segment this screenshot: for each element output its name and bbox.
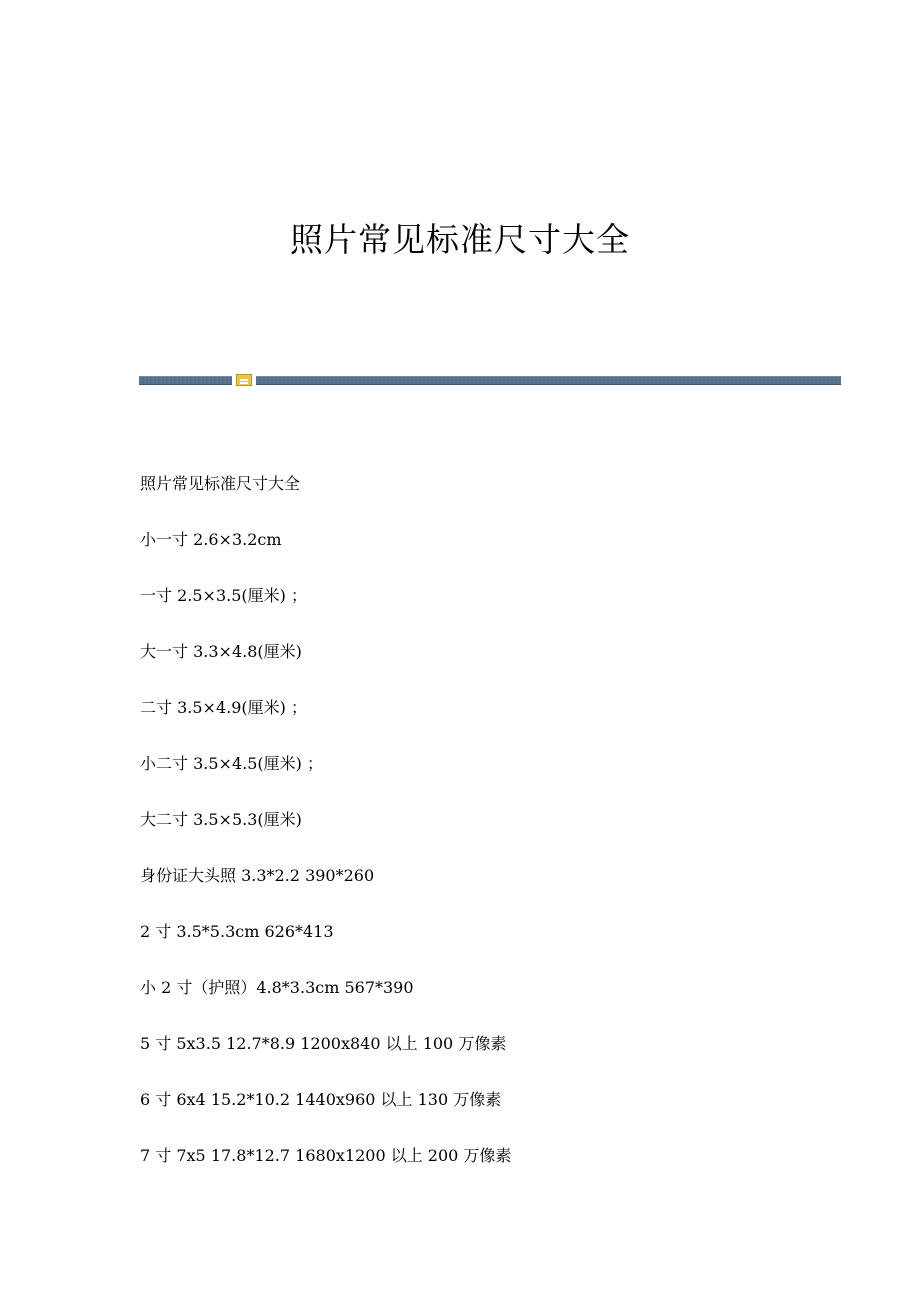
body-line: 小二寸 3.5×4.5(厘米) ； (140, 754, 323, 773)
divider-bar-left (139, 376, 232, 385)
body-line: 小 2 寸（护照）4.8*3.3cm 567*390 (140, 978, 414, 997)
document-body (140, 468, 840, 1196)
body-line: 5 寸 5x3.5 12.7*8.9 1200x840 以上 100 万像素 (140, 1034, 507, 1053)
body-line: 7 寸 7x5 17.8*12.7 1680x1200 以上 200 万像素 (140, 1146, 512, 1165)
body-line: 6 寸 6x4 15.2*10.2 1440x960 以上 130 万像素 (140, 1090, 502, 1109)
body-line: 照片常见标准尺寸大全 (140, 474, 301, 493)
body-line: 二寸 3.5×4.9(厘米) ； (140, 698, 307, 717)
divider-bar-right (256, 376, 841, 385)
body-line: 一寸 2.5×3.5(厘米) ； (140, 586, 307, 605)
body-line: 2 寸 3.5*5.3cm 626*413 (140, 922, 334, 941)
document-emblem-icon (236, 374, 252, 386)
title-divider (139, 374, 841, 386)
body-line: 大一寸 3.3×4.8(厘米) (140, 642, 302, 661)
body-line: 大二寸 3.5×5.3(厘米) (140, 810, 302, 829)
body-line: 小一寸 2.6×3.2cm (140, 530, 282, 549)
document-title: 照片常见标准尺寸大全 (290, 220, 630, 259)
body-line: 身份证大头照 3.3*2.2 390*260 (140, 866, 375, 885)
